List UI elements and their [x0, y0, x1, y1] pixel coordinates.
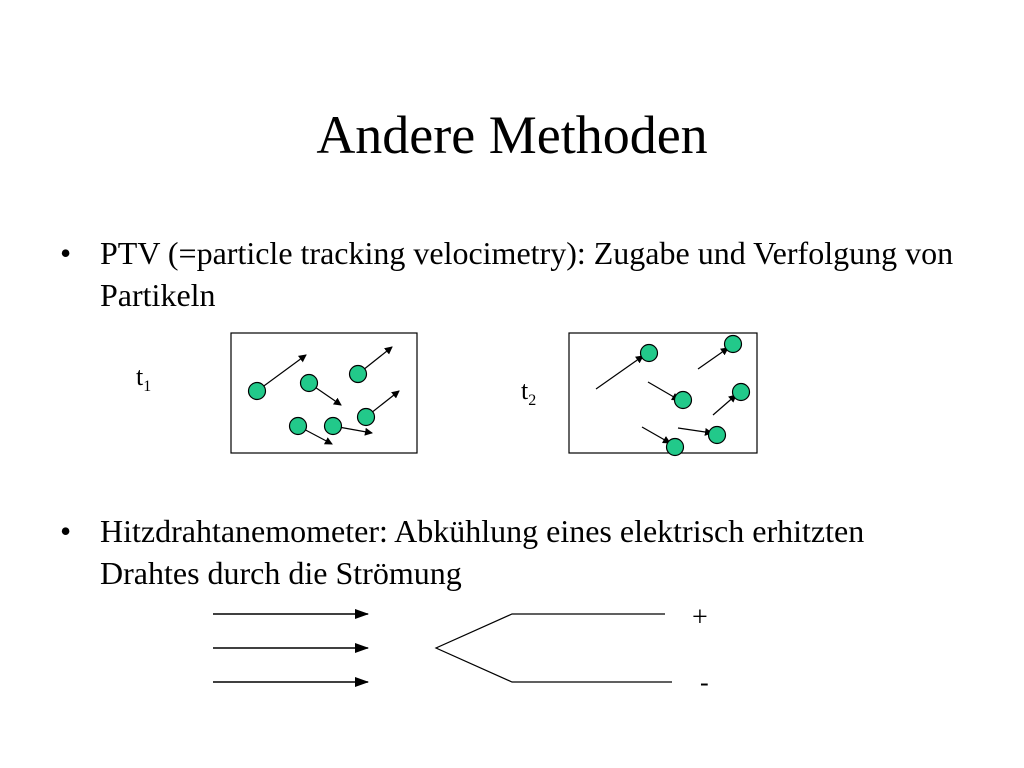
ptv-frame-t2 [569, 333, 757, 456]
particle [675, 392, 692, 409]
particle [358, 409, 375, 426]
bullet-marker: • [60, 513, 72, 549]
particle [667, 439, 684, 456]
bullet-hot-wire [60, 510, 960, 594]
particle [725, 336, 742, 353]
bullet-marker: • [60, 235, 72, 271]
hot-wire-probe [436, 614, 672, 682]
particle [301, 375, 318, 392]
t1-base: t [136, 362, 144, 391]
particle [733, 384, 750, 401]
anemometer-figure [213, 614, 672, 682]
particle [350, 366, 367, 383]
particle [325, 418, 342, 435]
ptv-frame-t1 [231, 333, 417, 453]
t2-sub: 2 [528, 392, 537, 410]
t2-base: t [521, 376, 529, 405]
particle [249, 383, 266, 400]
particle [641, 345, 658, 362]
particle [709, 427, 726, 444]
minus-terminal-label: - [700, 668, 709, 697]
plus-terminal-label: + [692, 602, 708, 633]
bullet-ptv-text: PTV (=particle tracking velocimetry): Zugabe und Verfolgung von Partikeln [100, 235, 954, 313]
t1-sub: 1 [143, 378, 152, 396]
slide-title: Andere Methoden [316, 105, 708, 165]
particle [290, 418, 307, 435]
bullet-hot-wire-text: Hitzdrahtanemometer: Abkühlung eines elektrisch erhitzten Drahtes durch die Strömung [100, 513, 865, 591]
